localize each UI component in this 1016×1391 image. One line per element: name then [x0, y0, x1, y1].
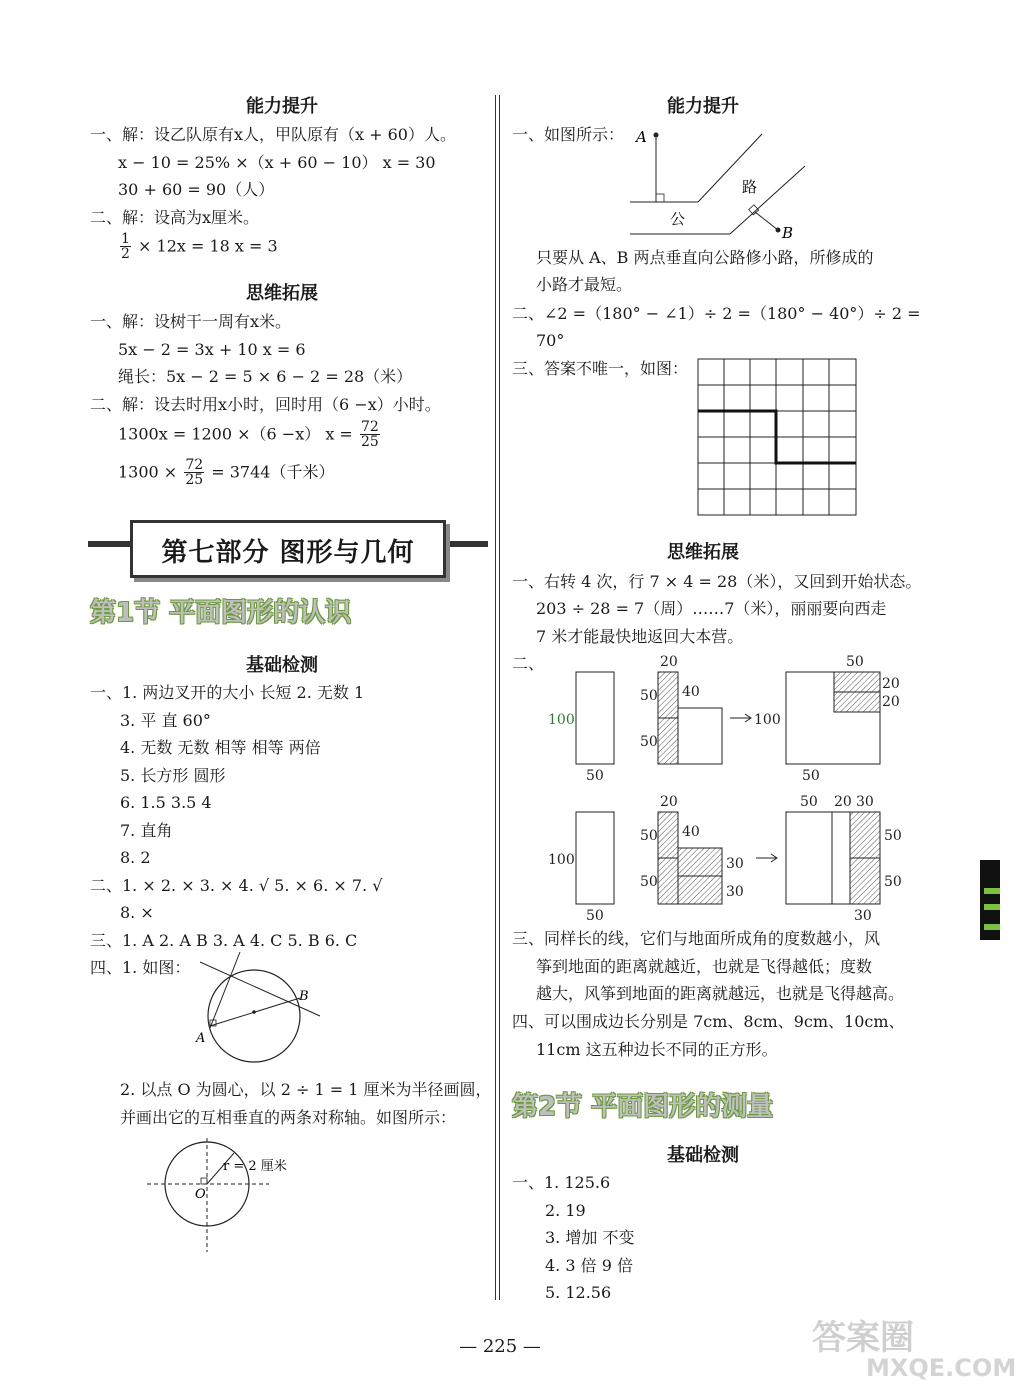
text-line: 一、解：设树干一周有x米。 [90, 312, 292, 331]
chapter-side-tab [980, 860, 1000, 940]
fraction: $\frac{72}{25}$ [360, 419, 379, 450]
answer-line: 2. 以点 O 为圆心，以 2 ÷ 1 = 1 厘米为半径画圆， [120, 1080, 492, 1099]
text-line: 三、同样长的线，它们与地面所成角的度数越小，风 [512, 929, 881, 948]
dim-label: 30 [856, 794, 874, 810]
heading-nengli-left: 能力提升 [246, 96, 318, 117]
page-number: — 225 — [459, 1336, 541, 1357]
watermark-url: MXQE.COM [866, 1354, 1016, 1382]
text-line: 70° [536, 331, 565, 350]
answer-line: 6. 1.5 3.5 4 [120, 793, 212, 812]
label-B: B [299, 989, 309, 1004]
text-line-fraction: $\frac{1}{2}$ × 12x = 18 x = 3 [121, 231, 278, 262]
text-line: 四、可以围成边长分别是 7cm、8cm、9cm、10cm、 [512, 1012, 905, 1031]
tab-stripe [984, 924, 1000, 930]
answer-line: 3. 增加 不变 [545, 1228, 635, 1247]
part-banner-title: 第七部分 图形与几何 [161, 538, 415, 568]
answer-line: 5. 长方形 圆形 [120, 766, 226, 785]
dim-label: 50 [800, 794, 818, 810]
dim-label: 50 [884, 828, 902, 844]
text-line: 一、解：设乙队原有x人，甲队原有（x + 60）人。 [90, 125, 456, 144]
road-figure [630, 120, 820, 245]
section-title-2: 第2节 平面图形的测量 [512, 1092, 774, 1122]
answer-line: 4. 无数 无数 相等 相等 两倍 [120, 738, 321, 757]
answer-line: 一、1. 两边叉开的大小 长短 2. 无数 1 [90, 683, 365, 702]
dim-label: 50 [586, 768, 604, 784]
heading-jichu-left: 基础检测 [246, 655, 318, 676]
dim-label: 50 [586, 908, 604, 924]
answer-line: 2. 19 [545, 1201, 586, 1220]
text-line: 二、 [512, 654, 545, 673]
grid-figure [697, 358, 859, 518]
answer-line: 3. 平 直 60° [120, 711, 211, 730]
text-line: 越大，风筝到地面的距离就越远，也就是飞得越高。 [536, 984, 905, 1003]
dim-label: 20 [882, 676, 900, 692]
column-divider [499, 95, 500, 1300]
dim-label: 100 [754, 712, 781, 728]
answer-line: 5. 12.56 [545, 1283, 612, 1302]
banner-band-left [88, 541, 133, 547]
dim-label: 50 [846, 654, 864, 670]
section-title-1: 第1节 平面图形的认识 [90, 598, 352, 628]
dim-label: 100 [548, 852, 575, 868]
answer-line: 四、1. 如图： [90, 958, 191, 977]
answer-line: 4. 3 倍 9 倍 [545, 1256, 633, 1275]
label-A: A [196, 1031, 206, 1046]
answer-line: 一、1. 125.6 [512, 1173, 611, 1192]
heading-siwei-right: 思维拓展 [667, 542, 739, 563]
text-line: 7 米才能最快地返回大本营。 [536, 627, 744, 646]
text-line: 30 + 60 = 90（人） [118, 180, 275, 199]
text-line: 11cm 这五种边长不同的正方形。 [536, 1040, 778, 1059]
circle-tangent-figure [180, 950, 340, 1075]
heading-nengli-right: 能力提升 [667, 96, 739, 117]
text-line: 二、解：设去时用x小时，回时用（6 −x）小时。 [90, 395, 441, 414]
text-line: 二、∠2 =（180° − ∠1）÷ 2 =（180° − 40°）÷ 2 = [512, 304, 921, 323]
text-line: 一、如图所示： [512, 125, 625, 144]
road-char: 路 [742, 178, 758, 196]
text-line: 绳长：5x − 2 = 5 × 6 − 2 = 28（米） [118, 367, 413, 386]
heading-siwei-left: 思维拓展 [246, 283, 318, 304]
dim-label: 100 [548, 712, 575, 728]
dim-label: 40 [682, 824, 700, 840]
part-banner [130, 520, 446, 578]
fraction: $\frac{72}{25}$ [185, 457, 204, 488]
fraction: $\frac{1}{2}$ [121, 231, 130, 262]
tab-stripe [984, 904, 1000, 910]
text-line: 5x − 2 = 3x + 10 x = 6 [118, 340, 306, 359]
text-line: 筝到地面的距离就越近，也就是飞得越低；度数 [536, 957, 873, 976]
dim-label: 20 [834, 794, 852, 810]
dim-label: 50 [640, 828, 658, 844]
label-radius: r = 2 厘米 [223, 1159, 287, 1174]
point-B: B [782, 224, 794, 242]
banner-band-right [440, 541, 488, 547]
text-line: 203 ÷ 28 = 7（周）……7（米），丽丽要向西走 [536, 599, 887, 618]
column-divider [495, 95, 496, 1300]
heading-jichu-right: 基础检测 [667, 1145, 739, 1166]
dim-label: 50 [640, 688, 658, 704]
dim-label: 50 [884, 874, 902, 890]
text-line-fraction: 1300x = 1200 ×（6 −x） x = $\frac{72}{25}$ [118, 419, 379, 450]
point-A: A [636, 128, 647, 146]
dim-label: 20 [882, 694, 900, 710]
text-line: x − 10 = 25% ×（x + 60 − 10） x = 30 [118, 153, 436, 172]
answer-line: 7. 直角 [120, 821, 173, 840]
circle-axis-figure [145, 1140, 315, 1260]
dim-label: 50 [802, 768, 820, 784]
dim-label: 20 [660, 794, 678, 810]
text-line-fraction: 1300 × $\frac{72}{25}$ = 3744（千米） [118, 457, 335, 488]
dim-label: 50 [640, 734, 658, 750]
rectangle-cut-figure [540, 650, 910, 925]
text-line: 一、右转 4 次，行 7 × 4 = 28（米），又回到开始状态。 [512, 572, 922, 591]
answer-line: 8. 2 [120, 848, 151, 867]
answer-line: 三、1. A 2. A B 3. A 4. C 5. B 6. C [90, 931, 358, 950]
text-line: 三、答案不唯一，如图： [512, 359, 689, 378]
answer-line: 二、1. × 2. × 3. × 4. √ 5. × 6. × 7. √ [90, 876, 383, 895]
watermark-logo: 答案圈 [812, 1318, 914, 1358]
dim-label: 50 [640, 874, 658, 890]
text-line: 二、解：设高为x厘米。 [90, 208, 260, 227]
dim-label: 30 [726, 884, 744, 900]
answer-line: 8. × [120, 903, 154, 922]
dim-label: 40 [682, 684, 700, 700]
text-line: 小路才最短。 [536, 275, 633, 294]
answer-line: 并画出它的互相垂直的两条对称轴。如图所示： [120, 1108, 457, 1127]
dim-label: 30 [726, 856, 744, 872]
dim-label: 30 [854, 908, 872, 924]
road-char: 公 [670, 210, 686, 228]
dim-label: 20 [660, 654, 678, 670]
tab-stripe [984, 888, 1000, 894]
text-line: 只要从 A、B 两点垂直向公路修小路，所修成的 [536, 248, 874, 267]
label-O: O [195, 1187, 206, 1202]
